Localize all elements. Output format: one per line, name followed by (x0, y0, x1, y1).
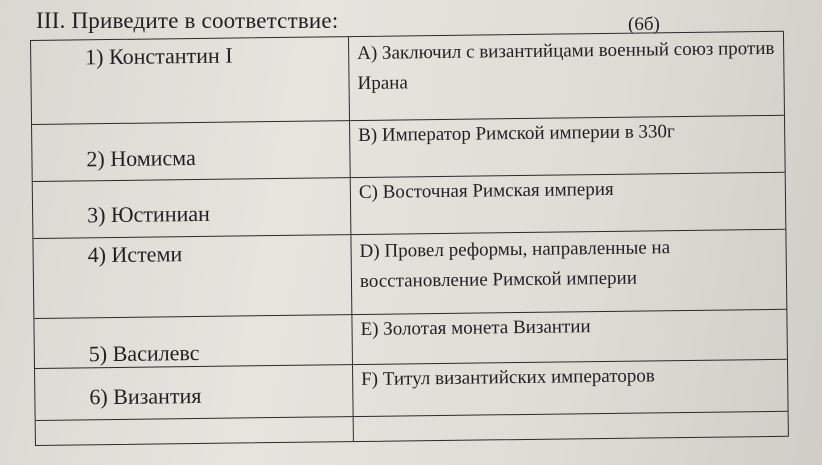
term-cell (33, 178, 352, 238)
definition-cell: C) Восточная Римская империя (358, 178, 614, 203)
term-cell (35, 365, 354, 420)
definition-cell: F) Титул византийских императоров (361, 365, 655, 390)
table-row (33, 230, 786, 319)
term-text: 2) Номисма (86, 144, 196, 172)
term-text: 1) Константин I (85, 42, 233, 70)
definition-cell: D) Провел реформы, направленные на восстановление Римской империи (359, 237, 671, 292)
points-label: (6б) (628, 14, 660, 35)
term-cell (33, 235, 352, 318)
term-text: 4) Истеми (87, 241, 183, 268)
term-text: 6) Византия (89, 382, 202, 409)
table-row (31, 32, 784, 125)
table-row (35, 360, 788, 421)
term-text: 5) Василевс (88, 339, 200, 367)
term-cell (31, 37, 350, 124)
empty-cell (354, 412, 788, 441)
term-cell (34, 315, 353, 368)
empty-cell (36, 417, 354, 445)
definition-cell: E) Золотая монета Византии (360, 316, 591, 340)
matching-table (30, 31, 789, 446)
definition-cell: A) Заключил с византийцами военный союз против Ирана (357, 37, 775, 95)
table-row (33, 173, 786, 239)
table-row (32, 116, 785, 182)
term-cell (32, 121, 351, 181)
definition-cell: B) Император Римской империи в 330г (358, 121, 675, 146)
term-text: 3) Юстиниан (86, 200, 210, 228)
section-title: III. Приведите в соответствие: (36, 8, 339, 33)
table-row (34, 310, 787, 369)
